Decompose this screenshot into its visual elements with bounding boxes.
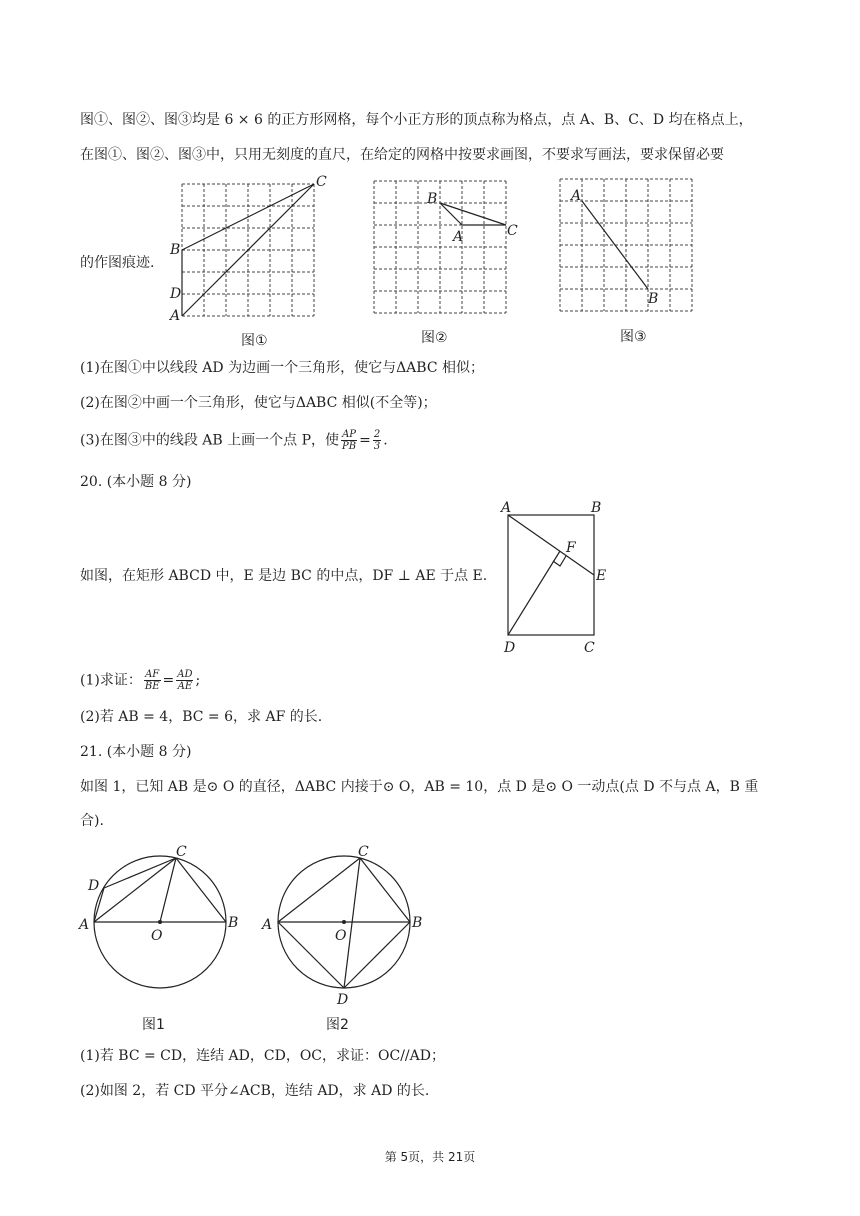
q20-label-b: B bbox=[591, 500, 602, 516]
q21-figure-1 bbox=[75, 840, 250, 1020]
q21-fig1-label-o: O bbox=[151, 928, 163, 944]
q21-fig2-label-b: B bbox=[412, 915, 423, 931]
fig2-caption: 图② bbox=[421, 330, 448, 346]
q21-fig2-caption: 图2 bbox=[326, 1017, 349, 1033]
page-footer: 第 5页，共 21页 bbox=[384, 1150, 476, 1164]
fig1-label-d: D bbox=[170, 286, 182, 302]
q20-label-c: C bbox=[584, 640, 595, 656]
fig1-label-b: B bbox=[170, 242, 181, 258]
q20-part-2: (2)若 AB = 4，BC = 6，求 AF 的长. bbox=[80, 709, 323, 725]
q21-fig1-caption: 图1 bbox=[142, 1017, 165, 1033]
q21-text-line-2: 合). bbox=[80, 813, 104, 829]
q19-part3-ratio: $\frac{2}{3}$ bbox=[373, 429, 381, 452]
q21-fig1-label-b: B bbox=[228, 915, 239, 931]
q21-fig2-label-c: C bbox=[358, 844, 369, 860]
q21-text-line-1: 如图 1，已知 AB 是⊙ O 的直径，ΔABC 内接于⊙ O，AB = 10，点 D 是⊙ O 一动点(点 D 不与点 A，B 重 bbox=[80, 779, 759, 795]
q21-fig1-label-c: C bbox=[176, 844, 187, 860]
q21-fig1-label-d: D bbox=[88, 878, 100, 894]
q20-header: 20. (本小题 8 分) bbox=[80, 474, 192, 490]
q19-intro-line-2: 在图①、图②、图③中，只用无刻度的直尺，在给定的网格中按要求画图，不要求写画法，要求保留必要 bbox=[80, 147, 724, 163]
q20-fraction-ad-ae: $\frac{AD}{AE}$ bbox=[177, 669, 193, 692]
fig2-label-b: B bbox=[427, 191, 438, 207]
q21-fig2-label-a: A bbox=[262, 917, 273, 933]
q20-text: 如图，在矩形 ABCD 中，E 是边 BC 的中点，DF ⊥ AE 于点 E. bbox=[80, 568, 488, 584]
q20-rectangle-figure bbox=[495, 495, 620, 660]
q19-intro-line-1: 图①、图②、图③均是 6 × 6 的正方形网格，每个小正方形的顶点称为格点，点 A、B、C、D 均在格点上， bbox=[80, 112, 753, 128]
fig1-caption: 图① bbox=[241, 333, 268, 349]
q19-figure-2 bbox=[370, 175, 525, 320]
q20-label-d: D bbox=[504, 640, 516, 656]
q19-part3-fraction: $\frac{AP}{PB}$ bbox=[342, 429, 357, 452]
fig1-label-c: C bbox=[316, 174, 327, 190]
fig1-label-a: A bbox=[170, 308, 181, 324]
q21-part-1: (1)若 BC = CD，连结 AD，CD，OC，求证：OC//AD； bbox=[80, 1048, 445, 1064]
q19-part-3: (3)在图③中的线段 AB 上画一个点 P，使 $\frac{AP}{PB}$ = $\frac{2}{3}$ . bbox=[80, 429, 388, 452]
q21-fig2-label-o: O bbox=[335, 928, 347, 944]
fig3-label-b: B bbox=[648, 291, 659, 307]
q19-part-1: (1)在图①中以线段 AD 为边画一个三角形，使它与ΔABC 相似； bbox=[80, 360, 484, 376]
q21-fig1-label-a: A bbox=[79, 917, 90, 933]
q20-label-a: A bbox=[501, 500, 512, 516]
q21-header: 21. (本小题 8 分) bbox=[80, 744, 192, 760]
fig2-label-a: A bbox=[453, 229, 464, 245]
q19-part-2: (2)在图②中画一个三角形，使它与ΔABC 相似(不全等)； bbox=[80, 395, 437, 411]
q19-figure-1 bbox=[165, 172, 335, 327]
fig3-label-a: A bbox=[571, 188, 582, 204]
fig2-label-c: C bbox=[507, 223, 518, 239]
q20-part-1: (1)求证： $\frac{AF}{BE}$ = $\frac{AD}{AE}$ ; bbox=[80, 669, 201, 692]
q19-figure-3 bbox=[555, 172, 700, 317]
q21-part-2: (2)如图 2，若 CD 平分∠ACB，连结 AD，求 AD 的长. bbox=[80, 1083, 430, 1099]
q20-label-f: F bbox=[566, 540, 576, 556]
q21-figure-2 bbox=[255, 840, 430, 1020]
q19-intro-line-3: 的作图痕迹. bbox=[80, 255, 155, 271]
q21-fig2-label-d: D bbox=[337, 992, 349, 1008]
q20-label-e: E bbox=[596, 568, 607, 584]
q20-fraction-af-be: $\frac{AF}{BE}$ bbox=[144, 669, 160, 692]
fig3-caption: 图③ bbox=[620, 329, 647, 345]
